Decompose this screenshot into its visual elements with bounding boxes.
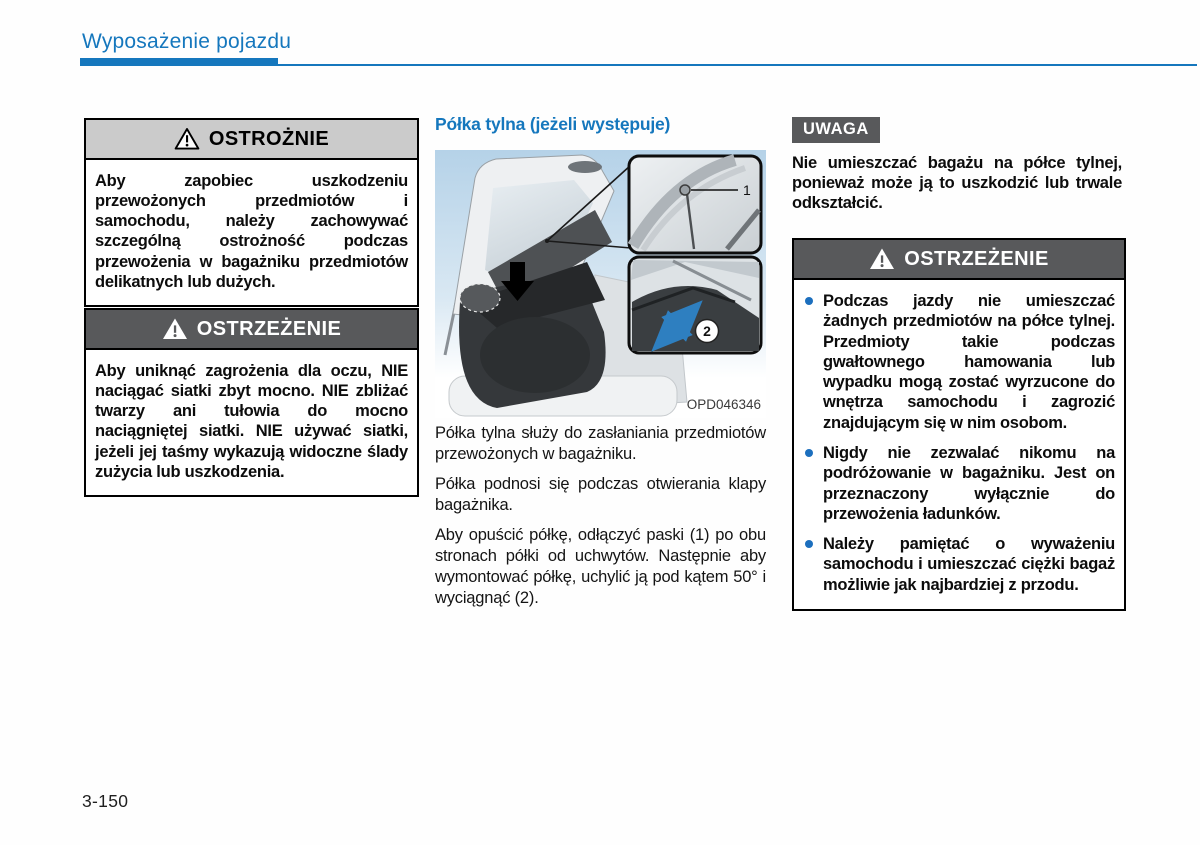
notice-box — [792, 117, 1122, 213]
title-rule — [80, 58, 1197, 66]
section-body — [435, 423, 766, 618]
warning-box-left-title: OSTRZEŻENIE — [196, 317, 342, 340]
figure-rear-shelf — [435, 150, 766, 418]
warning-triangle-filled-icon — [162, 317, 188, 341]
inset-strap-detail — [629, 156, 761, 253]
warning-triangle-outline-icon — [174, 127, 200, 151]
callout-2-label: 2 — [703, 323, 711, 339]
warning-box-left — [84, 308, 419, 497]
paragraph: Półka tylna służy do zasłaniania przedmiotów przewożonych w bagażniku. — [435, 424, 766, 463]
warning-triangle-filled-icon — [869, 247, 895, 271]
warning-box-right — [792, 238, 1126, 611]
warning-bullet: Nigdy nie zezwalać nikomu na podróżowanie w bagażniku. Jest on przeznaczony wyłącznie do przewożenia ładunków. — [798, 443, 1115, 524]
title-rule-thick — [80, 58, 278, 66]
warning-box-left-body: Aby uniknąć zagrożenia dla oczu, NIE naciągać siatki zbyt mocno. NIE zbliżać twarzy ani tułowia do mocno naciągniętej siatki. NIE używać siatki, jeżeli jej taśmy wykazują widoczne ślady zużycia lub uszkodzenia. — [95, 362, 408, 481]
figure-code: OPD046346 — [686, 397, 761, 412]
car-trunk-illustration — [435, 150, 766, 418]
notice-body: Nie umieszczać bagażu na półce tylnej, ponieważ może ją to uszkodzić lub trwale odkształcić. — [792, 154, 1122, 213]
inset-shelf-removal — [629, 257, 761, 353]
notice-badge: UWAGA — [792, 117, 880, 143]
caution-box-title: OSTROŻNIE — [208, 127, 330, 150]
paragraph: Aby opuścić półkę, odłączyć paski (1) po obu stronach półki od uchwytów. Następnie aby wymontować półkę, uchylić ją pod kątem 50° i wyciągnąć (2). — [435, 525, 766, 607]
warning-box-right-header — [794, 240, 1124, 280]
warning-box-right-title: OSTRZEŻENIE — [904, 247, 1049, 270]
page-number: 3-150 — [82, 791, 129, 811]
caution-box — [84, 118, 419, 307]
warning-box-left-header — [86, 310, 417, 350]
page-title: Wyposażenie pojazdu — [82, 30, 292, 53]
callout-1-label: 1 — [743, 182, 751, 198]
section-title: Półka tylna (jeżeli występuje) — [435, 114, 671, 134]
warning-bullet-list — [794, 280, 1124, 609]
paragraph: Półka podnosi się podczas otwierania klapy bagażnika. — [435, 474, 766, 514]
warning-bullet: Podczas jazdy nie umieszczać żadnych przedmiotów na półce tylnej. Przedmioty takie podczas gwałtownego hamowania lub wypadku mogą zostać wyrzucone do wnętrza samochodu i zagrozić znajdującym się w nim osobom. — [798, 291, 1115, 433]
caution-box-header — [86, 120, 417, 160]
warning-bullet: Należy pamiętać o wyważeniu samochodu i umieszczać ciężki bagaż możliwie jak najbardziej z przodu. — [798, 534, 1115, 595]
caution-box-body: Aby zapobiec uszkodzeniu przewożonych przedmiotów i samochodu, należy zachowywać szczególną ostrożność podczas przewożenia w bagażniku przedmiotów delikatnych lub dużych. — [95, 172, 408, 291]
